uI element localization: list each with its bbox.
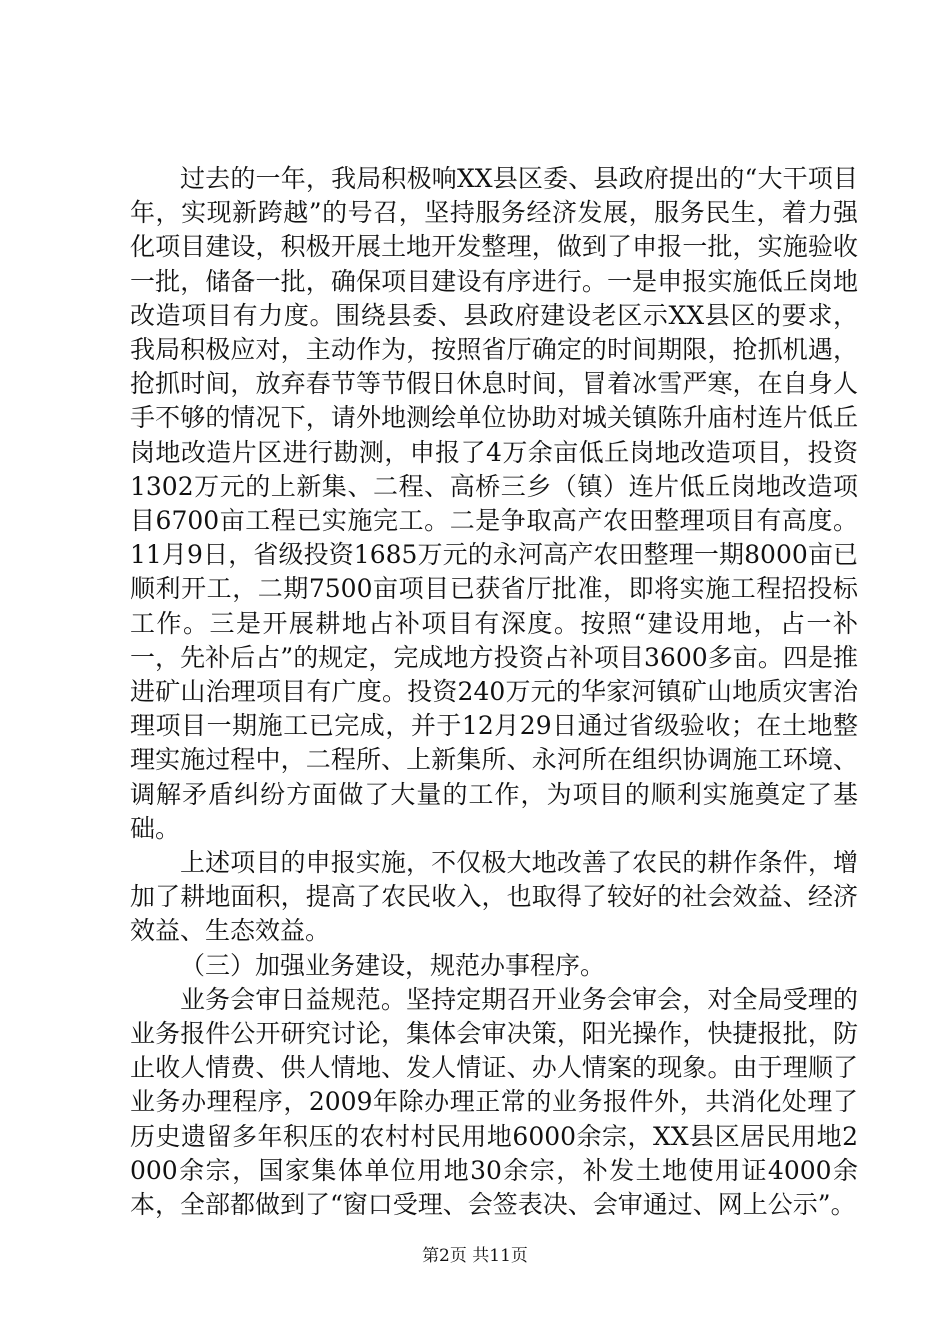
paragraph-project-benefits: 上述项目的申报实施，不仅极大地改善了农民的耕作条件，增加了耕地面积，提高了农民收入，也取得了较好的社会效益、经济效益、生态效益。: [130, 848, 858, 946]
document-body: [130, 162, 858, 1222]
section-heading: （三）加强业务建设，规范办事程序。: [180, 950, 606, 980]
page-number-footer: 第2页 共11页: [422, 1246, 528, 1266]
paragraph-business-review: 业务会审日益规范。坚持定期召开业务会审会，对全局受理的业务报件公开研究讨论，集体会审决策，阳光操作，快捷报批，防止收人情费、供人情地、发人情证、办人情案的现象。由于理顺了业务办理程序，2009年除办理正常的业务报件外，共消化处理了历史遗留多年积压的农村村民用地6000余宗，XX县区居民用地2000余宗，国家集体单位用地30余宗，补发土地使用证4000余本，全部都做到了“窗口受理、会签表决、会审通过、网上公示”。: [130, 984, 858, 1220]
paragraph-project-summary: 过去的一年，我局积极响XX县区委、县政府提出的“大干项目年，实现新跨越”的号召，坚持服务经济发展，服务民生，着力强化项目建设，积极开展土地开发整理，做到了申报一批，实施验收一批，储备一批，确保项目建设有序进行。一是申报实施低丘岗地改造项目有力度。围绕县委、县政府建设老区示XX县区的要求，我局积极应对，主动作为，按照省厅确定的时间期限，抢抓机遇，抢抓时间，放弃春节等节假日休息时间，冒着冰雪严寒，在自身人手不够的情况下，请外地测绘单位协助对城关镇陈升庙村连片低丘岗地改造片区进行勘测，申报了4万余亩低丘岗地改造项目，投资1302万元的上新集、二程、高桥三乡（镇）连片低丘岗地改造项目6700亩工程已实施完工。二是争取高产农田整理项目有高度。11月9日，省级投资1685万元的永河高产农田整理一期8000亩已顺利开工，二期7500亩项目已获省厅批准，即将实施工程招投标工作。三是开展耕地占补项目有深度。按照“建设用地，占一补一，先补后占”的规定，完成地方投资占补项目3600多亩。四是推进矿山治理项目有广度。投资240万元的华家河镇矿山地质灾害治理项目一期施工已完成，并于12月29日通过省级验收；在土地整理实施过程中，二程所、上新集所、永河所在组织协调施工环境、调解矛盾纠纷方面做了大量的工作，为项目的顺利实施奠定了基础。: [130, 164, 858, 843]
